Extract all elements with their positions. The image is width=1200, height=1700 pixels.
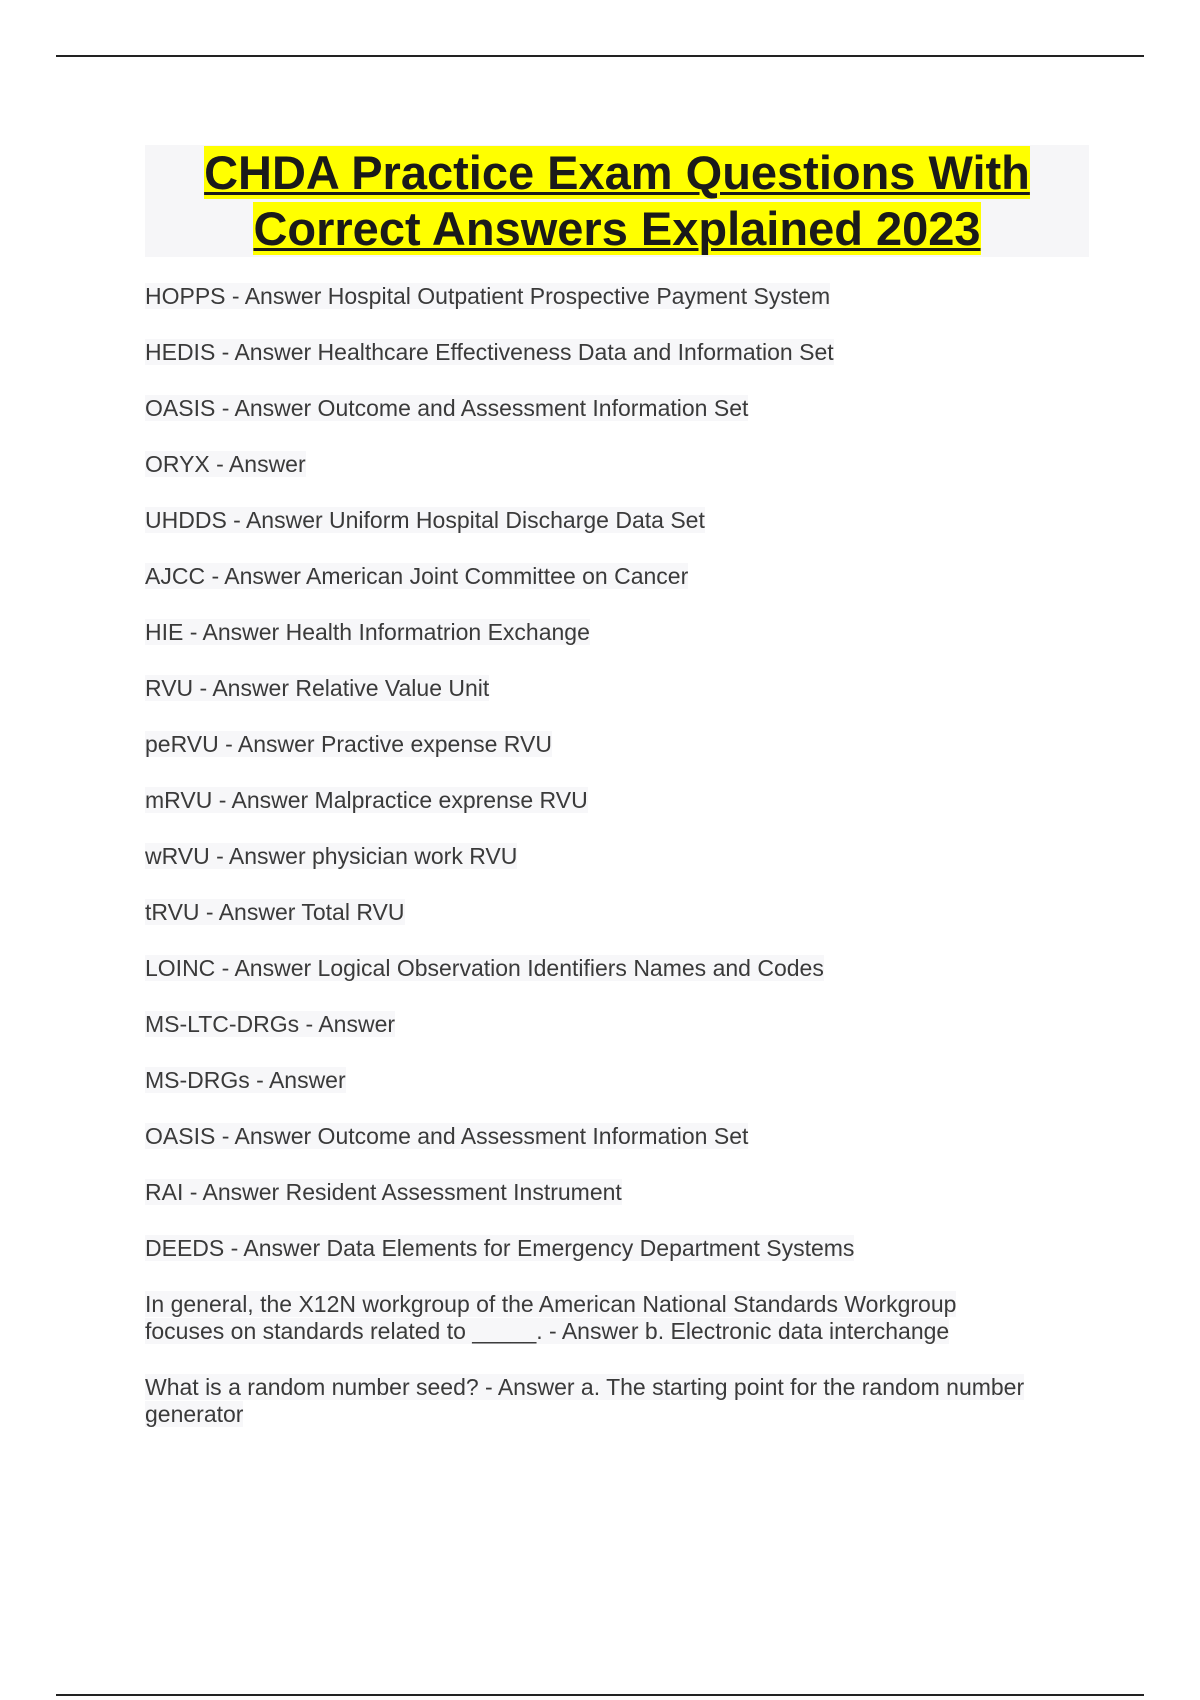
qa-line: What is a random number seed? - Answer a. The starting point for the random number [145, 1374, 1025, 1400]
qa-item-rai: RAI - Answer Resident Assessment Instrument [145, 1179, 622, 1205]
qa-item-hie: HIE - Answer Health Informatrion Exchange [145, 619, 590, 645]
qa-item-rvu: RVU - Answer Relative Value Unit [145, 675, 490, 701]
document-title [145, 145, 1089, 257]
qa-item-loinc: LOINC - Answer Logical Observation Identifiers Names and Codes [145, 955, 824, 981]
qa-item-hedis: HEDIS - Answer Healthcare Effectiveness Data and Information Set [145, 339, 834, 365]
qa-item-ms-drgs: MS-DRGs - Answer [145, 1067, 346, 1093]
qa-item-ajcc: AJCC - Answer American Joint Committee on Cancer [145, 563, 689, 589]
qa-list [145, 283, 1089, 1457]
qa-item-deeds: DEEDS - Answer Data Elements for Emergency Department Systems [145, 1235, 855, 1261]
bottom-rule [56, 1694, 1144, 1696]
qa-line: generator [145, 1401, 244, 1427]
qa-item-oasis-2: OASIS - Answer Outcome and Assessment Information Set [145, 1123, 749, 1149]
qa-item-ms-ltc-drgs: MS-LTC-DRGs - Answer [145, 1011, 396, 1037]
qa-item-pervu: peRVU - Answer Practive expense RVU [145, 731, 552, 757]
qa-item-hopps: HOPPS - Answer Hospital Outpatient Prospective Payment System [145, 283, 831, 309]
qa-item-x12n [145, 1291, 1089, 1345]
qa-line: In general, the X12N workgroup of the American National Standards Workgroup [145, 1291, 957, 1317]
qa-item-random-seed [145, 1374, 1089, 1428]
qa-item-uhdds: UHDDS - Answer Uniform Hospital Discharge Data Set [145, 507, 705, 533]
qa-item-mrvu: mRVU - Answer Malpractice exprense RVU [145, 787, 588, 813]
title-line-2: Correct Answers Explained 2023 [253, 202, 981, 255]
title-line-1: CHDA Practice Exam Questions With [204, 146, 1030, 199]
qa-item-wrvu: wRVU - Answer physician work RVU [145, 843, 518, 869]
qa-item-trvu: tRVU - Answer Total RVU [145, 899, 405, 925]
top-rule [56, 55, 1144, 57]
qa-line: focuses on standards related to _____. - Answer b. Electronic data interchange [145, 1318, 950, 1344]
qa-item-oasis: OASIS - Answer Outcome and Assessment Information Set [145, 395, 749, 421]
qa-item-oryx: ORYX - Answer [145, 451, 306, 477]
